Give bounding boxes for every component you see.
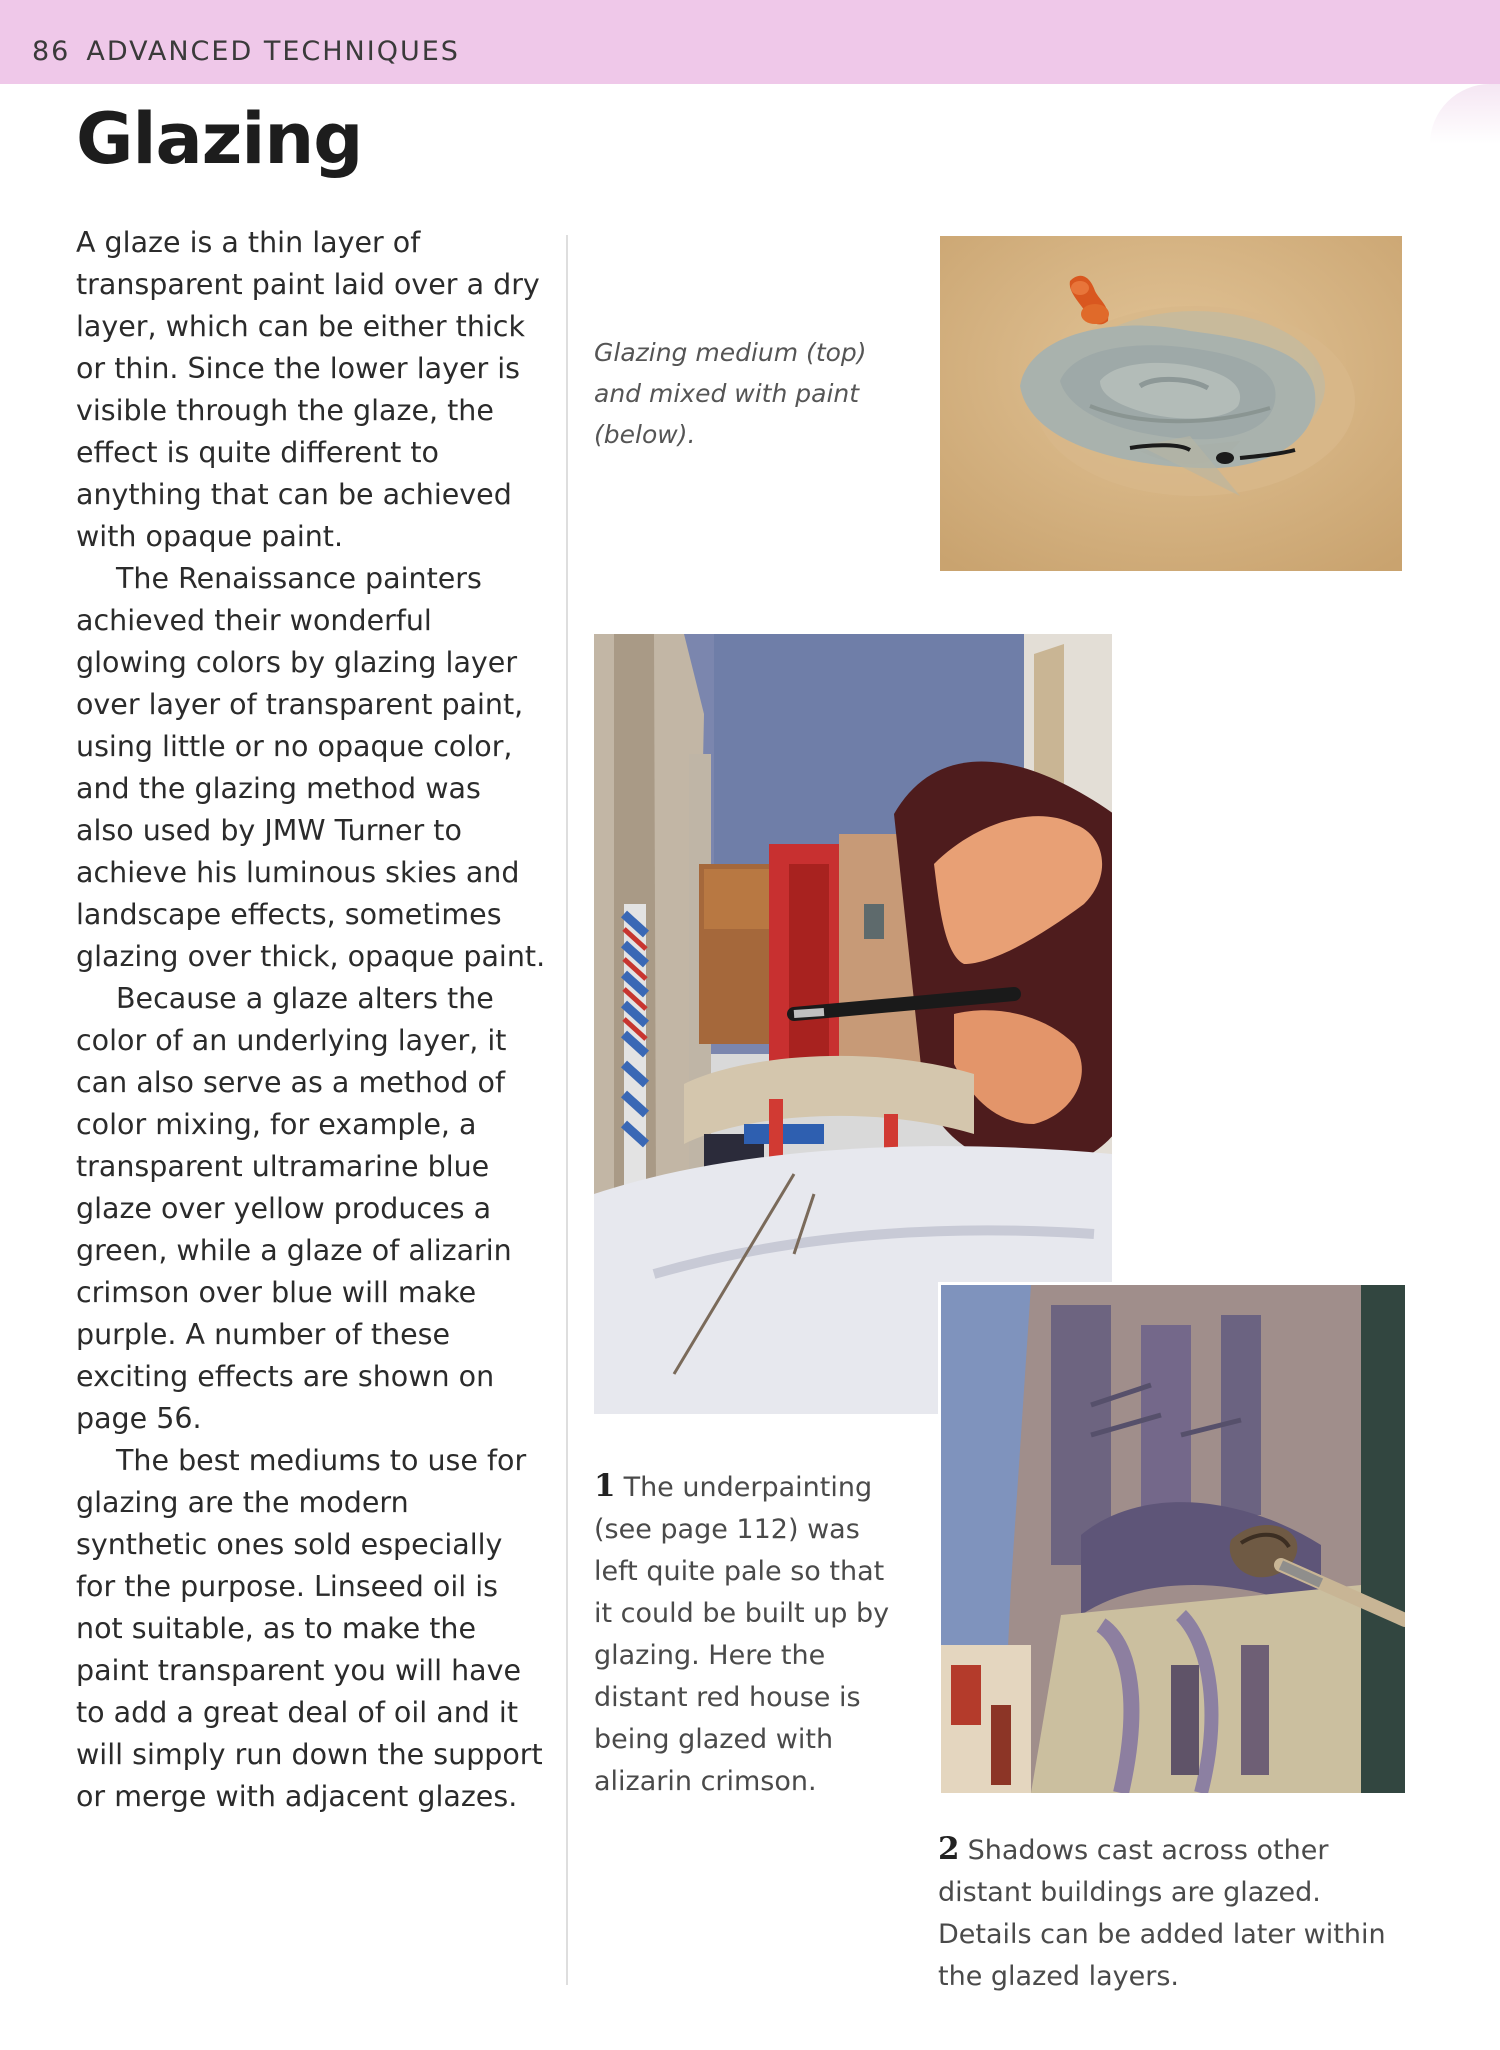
- body-paragraph: The Renaissance painters achieved their wonderful glowing colors by glazing layer over layer of transparent paint, using little or no opaque color, and the glazing method was also used by JMW Turner to achieve his luminous skies and landscape effects, sometimes glazing over thick, opaque paint.: [76, 562, 546, 973]
- caption-step-2: [938, 1828, 1408, 1998]
- caption-glazing-medium: Glazing medium (top) and mixed with paint (below).: [594, 338, 867, 449]
- photo-step-2-shadows: [938, 1282, 1405, 1793]
- caption-step-1: [594, 1465, 894, 1803]
- step-number: 1: [594, 1468, 616, 1504]
- running-head: [32, 36, 460, 67]
- body-text: [76, 222, 546, 1818]
- body-paragraph: Because a glaze alters the color of an underlying layer, it can also serve as a method of color mixing, for example, a transparent ultramarine blue glaze over yellow produces a green, while a glaze of alizarin crimson over blue will make purple. A number of these exciting effects are shown on page 56.: [76, 982, 512, 1435]
- column-divider: [566, 235, 568, 1985]
- section-title: ADVANCED TECHNIQUES: [86, 36, 460, 67]
- step-1-text: The underpainting (see page 112) was left quite pale so that it could be built up by glazing. Here the distant red house is being glazed with alizarin crimson.: [594, 1472, 890, 1797]
- step-2-text: Shadows cast across other distant buildings are glazed. Details can be added later within the glazed layers.: [938, 1835, 1386, 1992]
- photo-glazing-medium: [940, 236, 1402, 571]
- page-number: 86: [32, 36, 71, 67]
- page-corner: [1430, 84, 1500, 144]
- body-paragraph: The best mediums to use for glazing are the modern synthetic ones sold especially for the purpose. Linseed oil is not suitable, as to make the paint transparent you will have to add a great deal of oil and it will simply run down the support or merge with adjacent glazes.: [76, 1444, 543, 1813]
- page-title: Glazing: [76, 98, 363, 180]
- body-paragraph: A glaze is a thin layer of transparent paint laid over a dry layer, which can be either thick or thin. Since the lower layer is visible through the glaze, the effect is quite different to anything that can be achieved with opaque paint.: [76, 226, 540, 553]
- step-number: 2: [938, 1831, 960, 1867]
